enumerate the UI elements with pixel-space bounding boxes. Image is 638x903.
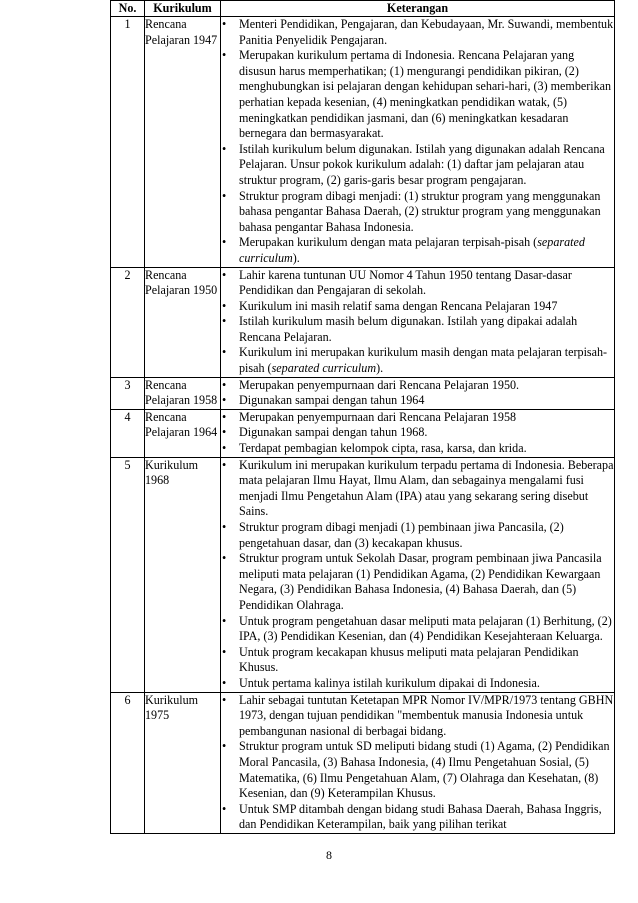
row-number: 5 xyxy=(111,457,145,692)
list-item-text: Kurikulum ini merupakan kurikulum masih dengan mata pelajaran terpisah-pisah (separated curriculum). xyxy=(239,345,608,376)
bullet-icon: • xyxy=(222,377,227,392)
list-item-text: Untuk SMP ditambah dengan bidang studi Bahasa Daerah, Bahasa Inggris, dan Pendidikan Keterampilan, baik yang pilihan terikat xyxy=(239,801,602,832)
row-number: 3 xyxy=(111,377,145,409)
table-row xyxy=(111,409,615,457)
description-cell xyxy=(221,692,615,833)
description-cell xyxy=(221,267,615,377)
list-item xyxy=(221,739,614,801)
header-keterangan: Keterangan xyxy=(221,1,615,17)
bullet-icon: • xyxy=(222,17,227,31)
description-cell xyxy=(221,457,615,692)
bullet-icon: • xyxy=(222,692,227,707)
list-item xyxy=(221,142,614,189)
list-item xyxy=(221,235,614,266)
list-item-text: Digunakan sampai dengan tahun 1964 xyxy=(239,393,425,408)
list-item xyxy=(221,458,614,520)
description-list xyxy=(221,410,614,457)
list-item xyxy=(221,17,614,48)
list-item-text: Istilah kurikulum belum digunakan. Istilah yang digunakan adalah Rencana Pelajaran. Unsur pokok kurikulum adalah: (1) daftar jam pelajaran atau struktur program, (2) garis-garis besar program pengajaran. xyxy=(239,141,605,187)
list-item xyxy=(221,410,614,426)
bullet-icon: • xyxy=(222,141,227,156)
list-item xyxy=(221,520,614,551)
bullet-icon: • xyxy=(222,188,227,203)
bullet-icon: • xyxy=(222,551,227,566)
curriculum-name: Rencana Pelajaran 1950 xyxy=(145,267,221,377)
curriculum-name: Rencana Pelajaran 1958 xyxy=(145,377,221,409)
list-item-text: Istilah kurikulum masih belum digunakan. Istilah yang dipakai adalah Rencana Pelajaran. xyxy=(239,314,578,344)
list-item-text: Merupakan penyempurnaan dari Rencana Pelajaran 1958 xyxy=(239,409,517,424)
bullet-icon: • xyxy=(222,425,227,440)
list-item-text: Kurikulum ini merupakan kurikulum terpadu pertama di Indonesia. Beberapa mata pelajaran Ilmu Hayat, Ilmu Alam, dan sebagainya mengalami fusi menjadi Ilmu Pengetahun Alam (IPA) atau yang sekarang sering disebut Sains. xyxy=(239,457,614,519)
list-item-text: Struktur program untuk SD meliputi bidang studi (1) Agama, (2) Pendidikan Moral Pancasila, (3) Bahasa Indonesia, (4) Ilmu Pengetahuan Sosial, (5) Matematika, (6) Ilmu Pengetahuan Alam, (7) Olahraga dan Kesehatan, (8) Kesenian, dan (9) Keterampilan Khusus. xyxy=(239,739,610,801)
list-item xyxy=(221,345,614,376)
description-cell xyxy=(221,17,615,268)
header-no: No. xyxy=(111,1,145,17)
table-row xyxy=(111,457,615,692)
list-item-text: Lahir sebagai tuntutan Ketetapan MPR Nomor IV/MPR/1973 tentang GBHN 1973, dengan tujuan pendidikan "membentuk manusia Indonesia untuk pembangunan nasional di berbagai bidang. xyxy=(239,692,614,738)
table-header-row xyxy=(111,1,615,17)
list-item-text: Kurikulum ini masih relatif sama dengan Rencana Pelajaran 1947 xyxy=(239,298,558,313)
table-row xyxy=(111,692,615,833)
description-list xyxy=(221,378,614,409)
list-item xyxy=(221,189,614,236)
list-item-text: Struktur program dibagi menjadi: (1) struktur program yang menggunakan bahasa pengantar Bahasa Daerah, (2) struktur program yang menggunakan bahasa pengantar Bahasa Indonesia. xyxy=(239,188,601,234)
list-item-text: Merupakan kurikulum pertama di Indonesia. Rencana Pelajaran yang disusun harus memperhatikan; (1) mengurangi pendidikan pikiran, (2) menghubungkan isi pelajaran dengan kehidupan sehari-hari, (3) memberikan perhatian kepada kesenian, (4) meningkatkan pendidikan watak, (5) meningkatkan pendidikan jasmani, dan (6) meningkatkan kesadaran bernegara dan bermasyarakat. xyxy=(239,48,612,141)
bullet-icon: • xyxy=(222,441,227,456)
table-row xyxy=(111,267,615,377)
list-item-text: Lahir karena tuntunan UU Nomor 4 Tahun 1950 tentang Dasar-dasar Pendidikan dan Pengajaran di sekolah. xyxy=(239,267,572,298)
bullet-icon: • xyxy=(222,393,227,408)
list-item xyxy=(221,268,614,299)
list-item-text: Untuk pertama kalinya istilah kurikulum dipakai di Indonesia. xyxy=(239,675,540,690)
bullet-icon: • xyxy=(222,314,227,329)
list-item-text: Merupakan kurikulum dengan mata pelajaran terpisah-pisah (separated curriculum). xyxy=(239,235,585,265)
list-item-text: Untuk program pengetahuan dasar meliputi mata pelajaran (1) Berhitung, (2) IPA, (3) Pendidikan Kesenian, dan (4) Pendidikan Kesejahteraan Keluarga. xyxy=(239,613,612,644)
header-kurikulum: Kurikulum xyxy=(145,1,221,17)
list-item xyxy=(221,645,614,676)
list-item xyxy=(221,48,614,142)
bullet-icon: • xyxy=(222,48,227,63)
description-cell xyxy=(221,409,615,457)
table-row xyxy=(111,377,615,409)
list-item xyxy=(221,393,614,409)
list-item xyxy=(221,299,614,315)
row-number: 4 xyxy=(111,409,145,457)
row-number: 6 xyxy=(111,692,145,833)
list-item xyxy=(221,693,614,740)
bullet-icon: • xyxy=(222,739,227,754)
row-number: 1 xyxy=(111,17,145,268)
list-item-text: Terdapat pembagian kelompok cipta, rasa, karsa, dan krida. xyxy=(239,441,527,456)
bullet-icon: • xyxy=(222,520,227,534)
list-item-text: Merupakan penyempurnaan dari Rencana Pelajaran 1950. xyxy=(239,377,520,392)
list-item xyxy=(221,314,614,345)
bullet-icon: • xyxy=(222,613,227,628)
curriculum-name: Kurikulum 1975 xyxy=(145,692,221,833)
bullet-icon: • xyxy=(222,345,227,360)
list-item-text: Struktur program dibagi menjadi (1) pembinaan jiwa Pancasila, (2) pengetahuan dasar, dan (3) kecakapan khusus. xyxy=(239,520,564,550)
description-list xyxy=(221,268,614,377)
curriculum-name: Kurikulum 1968 xyxy=(145,457,221,692)
curriculum-name: Rencana Pelajaran 1964 xyxy=(145,409,221,457)
description-list xyxy=(221,693,614,833)
bullet-icon: • xyxy=(222,235,227,250)
description-cell xyxy=(221,377,615,409)
row-number: 2 xyxy=(111,267,145,377)
bullet-icon: • xyxy=(222,267,227,282)
list-item xyxy=(221,425,614,441)
curriculum-table xyxy=(110,0,615,834)
list-item-text: Digunakan sampai dengan tahun 1968. xyxy=(239,425,428,440)
bullet-icon: • xyxy=(222,298,227,313)
bullet-icon: • xyxy=(222,801,227,816)
list-item-text: Untuk program kecakapan khusus meliputi mata pelajaran Pendidikan Khusus. xyxy=(239,644,579,675)
list-item xyxy=(221,441,614,457)
description-list xyxy=(221,458,614,692)
list-item xyxy=(221,802,614,833)
bullet-icon: • xyxy=(222,409,227,424)
list-item-text: Menteri Pendidikan, Pengajaran, dan Kebudayaan, Mr. Suwandi, membentuk Panitia Penyelidik Pengajaran. xyxy=(239,17,614,47)
list-item xyxy=(221,378,614,394)
list-item xyxy=(221,614,614,645)
bullet-icon: • xyxy=(222,644,227,659)
description-list xyxy=(221,17,614,267)
bullet-icon: • xyxy=(222,675,227,690)
page-number: 8 xyxy=(326,848,332,862)
list-item-text: Struktur program untuk Sekolah Dasar, program pembinaan jiwa Pancasila meliputi mata pelajaran (1) Pendidikan Agama, (2) Pendidikan Kewargaan Negara, (3) Pendidikan Bahasa Indonesia, (4) Bahasa Daerah, dan (5) Pendidikan Olahraga. xyxy=(239,551,602,612)
curriculum-name: Rencana Pelajaran 1947 xyxy=(145,17,221,268)
list-item xyxy=(221,676,614,692)
bullet-icon: • xyxy=(222,457,227,472)
list-item xyxy=(221,551,614,613)
table-row xyxy=(111,17,615,268)
